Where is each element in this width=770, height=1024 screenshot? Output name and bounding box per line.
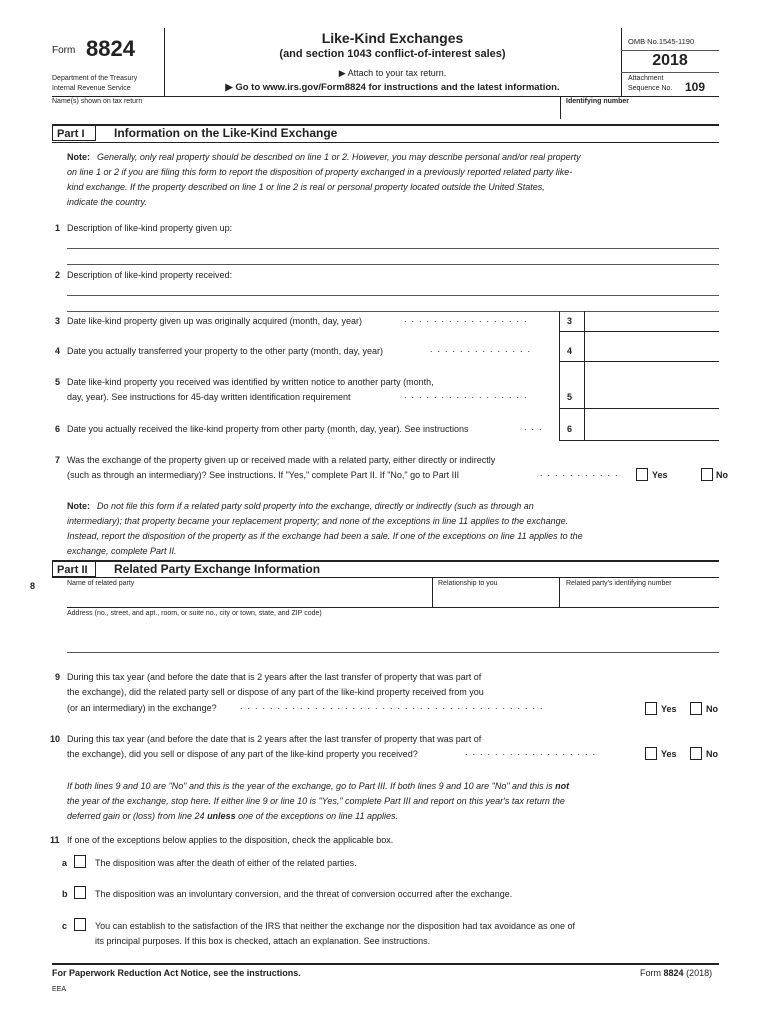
attachment-label: Attachment xyxy=(628,75,664,82)
line11b-checkbox[interactable] xyxy=(74,886,86,899)
note-line: kind exchange. If the property described on line 1 or line 2 is real or personal property located outside the United States, xyxy=(67,182,545,192)
address-label: Address (no., street, and apt., room, or suite no., city or town, state, and ZIP code) xyxy=(67,610,322,617)
para-line: the year of the exchange, stop here. If either line 9 or line 10 is "Yes," complete Part III and report on this year's tax return the xyxy=(67,796,565,806)
tax-year: 2018 xyxy=(652,52,688,69)
department: Department of the Treasury xyxy=(52,75,138,82)
line7-yes-checkbox[interactable] xyxy=(636,468,648,481)
line11b-letter: b xyxy=(62,889,68,899)
part1-label: Part I xyxy=(52,125,96,141)
part1-title: Information on the Like-Kind Exchange xyxy=(114,126,338,140)
line2-number: 2 xyxy=(55,270,61,280)
form-subtitle: (and section 1043 conflict-of-interest sales) xyxy=(279,48,506,60)
eea-label: EEA xyxy=(52,986,67,993)
line11a-label: The disposition was after the death of either of the related parties. xyxy=(95,858,357,868)
line11c-checkbox[interactable] xyxy=(74,918,86,931)
line9-label: During this tax year (and before the date that is 2 years after the last transfer of property that was part of xyxy=(67,672,482,682)
line5-label: Date like-kind property you received was identified by written notice to another party (month, xyxy=(67,377,434,387)
identifying-number-label: Identifying number xyxy=(566,98,629,105)
note2-line: exchange, complete Part II. xyxy=(67,546,177,556)
note2-lead: Note: xyxy=(67,501,90,511)
line11a-checkbox[interactable] xyxy=(74,855,86,868)
line6-box-number: 6 xyxy=(567,424,573,434)
line10-label: During this tax year (and before the date that is 2 years after the last transfer of property that was part of xyxy=(67,734,482,744)
line9-yes-checkbox[interactable] xyxy=(645,702,657,715)
para-line: If both lines 9 and 10 are "No" and this is the year of the exchange, go to Part III. If both lines 9 and 10 are "No" and this is xyxy=(67,781,556,791)
related-party-id-label: Related party's identifying number xyxy=(566,580,672,587)
note2-line: Instead, report the disposition of the property as if the exchange had been a sale. If one of the exceptions on line 11 applies to the xyxy=(67,531,583,541)
note-line: Generally, only real property should be described on line 1 or 2. However, you may describe personal and/or real property xyxy=(97,152,581,162)
line10-yes-checkbox[interactable] xyxy=(645,747,657,760)
line1-number: 1 xyxy=(55,223,61,233)
names-field[interactable] xyxy=(52,106,558,119)
related-party-address-field[interactable] xyxy=(67,620,719,653)
line7-no-label: No xyxy=(716,470,728,480)
form-title: Like-Kind Exchanges xyxy=(321,30,464,46)
sequence-number: 109 xyxy=(685,80,706,94)
line7-label-2: (such as through an intermediary)? See instructions. If "Yes," complete Part II. If "No," go to Part III xyxy=(67,470,460,480)
line2-description-field[interactable] xyxy=(67,283,719,296)
line11c-letter: c xyxy=(62,921,68,931)
line9-no-label: No xyxy=(706,704,718,714)
line7-no-checkbox[interactable] xyxy=(701,468,713,481)
line3-label: Date like-kind property given up was originally acquired (month, day, year) xyxy=(67,316,362,326)
note-lead: Note: xyxy=(67,152,90,162)
irs-name: Internal Revenue Service xyxy=(52,85,131,92)
line9-label-2: the exchange), did the related party sell or dispose of any part of the like-kind property received from you xyxy=(67,687,484,697)
line10-yes-label: Yes xyxy=(661,749,677,759)
goto-note: ▶ Go to www.irs.gov/Form8824 for instructions and the latest information. xyxy=(225,82,560,93)
note2-line: Do not file this form if a related party sold property into the exchange, directly or indirectly (such as through an xyxy=(97,501,534,511)
line1-description-field[interactable] xyxy=(67,236,719,249)
line5-date-field[interactable] xyxy=(586,388,718,407)
line7-yes-label: Yes xyxy=(652,470,668,480)
line1-description-field-2[interactable] xyxy=(67,252,719,265)
part2-title: Related Party Exchange Information xyxy=(114,562,321,576)
line4-label: Date you actually transferred your property to the other party (month, day, year) xyxy=(67,346,383,356)
note-line: indicate the country. xyxy=(67,197,147,207)
line11c-label-2: its principal purposes. If this box is checked, attach an explanation. See instructions. xyxy=(95,936,431,946)
line5-label-2: day, year). See instructions for 45-day written identification requirement xyxy=(67,392,351,402)
line2-description-field-2[interactable] xyxy=(67,299,719,312)
line11c-label: You can establish to the satisfaction of the IRS that neither the exchange nor the disposition had tax avoidance as one of xyxy=(95,921,575,931)
relationship-field[interactable] xyxy=(434,590,557,606)
para-line: deferred gain or (loss) from line 24 xyxy=(67,811,208,821)
line7-label: Was the exchange of the property given up or received made with a related party, either directly or indirectly xyxy=(67,455,496,465)
line5-box-number: 5 xyxy=(567,392,573,402)
para-emphasis: not xyxy=(555,781,570,791)
line11-number: 11 xyxy=(50,835,60,845)
related-party-id-field[interactable] xyxy=(561,590,718,606)
line10-number: 10 xyxy=(50,734,61,744)
note2-line: intermediary); that property became your replacement property; and none of the exceptions in line 11 applies to the exchange. xyxy=(67,516,569,526)
line4-date-field[interactable] xyxy=(586,342,718,360)
line8-number: 8 xyxy=(30,581,36,591)
form-number: 8824 xyxy=(86,36,135,61)
paperwork-notice: For Paperwork Reduction Act Notice, see the instructions. xyxy=(52,968,301,978)
line1-label: Description of like-kind property given up: xyxy=(67,223,233,233)
line3-date-field[interactable] xyxy=(586,312,718,330)
line4-number: 4 xyxy=(55,346,61,356)
line5-number: 5 xyxy=(55,377,61,387)
line6-date-field[interactable] xyxy=(586,420,718,439)
line10-no-checkbox[interactable] xyxy=(690,747,702,760)
line3-box-number: 3 xyxy=(567,316,573,326)
line11a-letter: a xyxy=(62,858,68,868)
para-emphasis: unless xyxy=(207,811,236,821)
footer-form-word: Form xyxy=(640,968,661,978)
relationship-label: Relationship to you xyxy=(438,580,498,587)
line9-no-checkbox[interactable] xyxy=(690,702,702,715)
line7-number: 7 xyxy=(55,455,61,465)
footer-form-year: (2018) xyxy=(686,968,713,978)
names-label: Name(s) shown on tax return xyxy=(52,98,143,105)
identifying-number-field[interactable] xyxy=(562,106,718,119)
line10-no-label: No xyxy=(706,749,718,759)
line9-yes-label: Yes xyxy=(661,704,677,714)
line9-label-3: (or an intermediary) in the exchange? xyxy=(67,703,217,713)
sequence-label: Sequence No. xyxy=(628,85,673,92)
line10-label-2: the exchange), did you sell or dispose of any part of the like-kind property you received? xyxy=(67,749,418,759)
line11b-label: The disposition was an involuntary conversion, and the threat of conversion occurred after the exchange. xyxy=(95,889,513,899)
related-party-name-label: Name of related party xyxy=(67,580,135,587)
line6-label: Date you actually received the like-kind property from other party (month, day, year). See instructions xyxy=(67,424,469,434)
omb-number: OMB No.1545-1190 xyxy=(628,37,695,46)
line11-label: If one of the exceptions below applies to the disposition, check the applicable box. xyxy=(67,835,394,845)
related-party-name-field[interactable] xyxy=(67,590,429,606)
line6-number: 6 xyxy=(55,424,61,434)
line4-box-number: 4 xyxy=(567,346,573,356)
note-line: on line 1 or 2 if you are filing this form to report the disposition of property exchanged in a previously reported related party like- xyxy=(67,167,573,177)
line2-label: Description of like-kind property received: xyxy=(67,270,233,280)
form-word: Form xyxy=(52,45,76,56)
attach-note: ▶ Attach to your tax return. xyxy=(338,68,447,78)
line3-number: 3 xyxy=(55,316,61,326)
line9-number: 9 xyxy=(55,672,61,682)
part2-label: Part II xyxy=(52,561,96,577)
footer-form-id xyxy=(640,968,712,978)
footer-form-number: 8824 xyxy=(663,968,684,978)
para-line: one of the exceptions on line 11 applies. xyxy=(235,811,399,821)
